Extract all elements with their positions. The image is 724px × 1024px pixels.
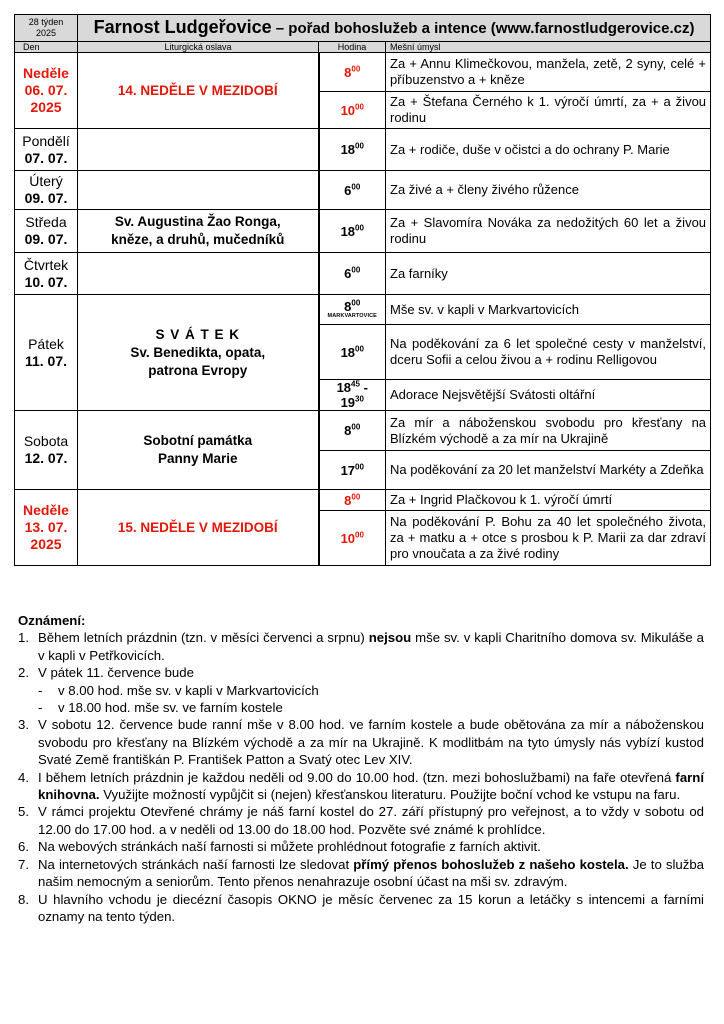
hour-cell: $10^{00}$ (319, 511, 386, 566)
day-date: 11. 07. (24, 352, 68, 369)
table-row (15, 295, 711, 325)
intent-cell: Mše sv. v kapli v Markvartovicích (386, 295, 711, 325)
day-name: Pondělí (22, 132, 70, 149)
day-cell-wed (15, 210, 78, 253)
header-row (15, 15, 711, 42)
intent-cell: Za mír a náboženskou svobodu pro křesťany na Blízkém východě a za mír na Ukrajině (386, 411, 711, 451)
column-header-row (15, 42, 711, 53)
announcements-list (18, 629, 704, 925)
liturgy-sat (78, 411, 319, 490)
liturgy-thu (78, 253, 319, 295)
day-name: Sobota (23, 433, 69, 449)
week-label: 28 týden (28, 17, 64, 27)
day-cell-sat (15, 411, 78, 490)
day-cell-fri (15, 295, 78, 411)
intent-cell: Za + Ingrid Plačkovou k 1. výročí úmrtí (386, 490, 711, 511)
day-name: Neděle (23, 65, 69, 81)
hour-cell: $8^{00}$ (319, 411, 386, 451)
schedule-sheet (14, 14, 710, 566)
day-date: 13. 07. (24, 519, 68, 535)
hour-cell: $18^{00}$ (319, 210, 386, 253)
sub-list-item: - v 18.00 hod. mše sv. ve farním kostele (38, 700, 283, 716)
day-cell-thu (15, 253, 78, 295)
day-name: Úterý (29, 173, 63, 189)
hour-cell: $8^{00}$ (319, 53, 386, 92)
week-year: 2025 (35, 28, 57, 38)
day-year: 2025 (30, 536, 62, 552)
table-row (15, 210, 711, 253)
list-item: 8. U hlavního vchodu je diecézní časopis OKNO je měsíc červenec za 15 korun a letáčky s intencemi a farními oznamy na tento týden. (18, 891, 704, 924)
list-item: 4. I během letních prázdnin je každou neděli od 9.00 do 10.00 hod. (tzn. mezi bohoslužbami) na faře otevřená farní knihovna. Využijte možností vypůjčit si (nejen) křesťanskou literaturu. Použijte boční vchod ke vstupu na faru. (18, 769, 704, 803)
day-date: 09. 07. (24, 190, 68, 206)
list-item: 7. Na internetových stránkách naší farnosti lze sledovat přímý přenos bohoslužeb z našeho kostela. Je to služba našim nemocným a seniorům. Tento přenos nenahrazuje osobní účast na mši sv. zdravým. (18, 856, 704, 890)
sub-list-item: - v 8.00 hod. mše sv. v kapli v Markvartovicích (38, 682, 319, 698)
day-name: Středa (25, 214, 67, 230)
liturgy-line: S V Á T E K (155, 326, 240, 342)
intent-cell: Na poděkování za 20 let manželství Markéty a Zdeňka (386, 451, 711, 490)
liturgy-line: patrona Evropy (148, 362, 248, 378)
list-item: 2. V pátek 11. července bude - v 8.00 hod. mše sv. v kapli v Markvartovicích - v 18.00 hod. mše sv. ve farním kostele (18, 664, 704, 716)
list-item: 1. Během letních prázdnin (tzn. v měsíci červenci a srpnu) nejsou mše sv. v kapli Charitního domova sv. Mikuláše a v kapli v Petřkovicích. (18, 630, 704, 663)
schedule-table (14, 14, 711, 566)
liturgy-sun1: 14. NEDĚLE V MEZIDOBÍ (78, 53, 319, 129)
week-cell (15, 15, 78, 42)
hour-cell: $8^{00}$ MARKVARTOVICE (319, 295, 386, 325)
intent-cell: Za + rodiče, duše v očistci a do ochrany P. Marie (386, 129, 711, 171)
day-cell-mon (15, 129, 78, 171)
intent-cell: Na poděkování P. Bohu za 40 let společného života, za + matku a + otce s prosbou k P. Marii za dar zdraví pro vnoučata a za živé rodiny (386, 511, 711, 566)
table-row (15, 490, 711, 511)
liturgy-line: kněze, a druhů, mučedníků (111, 232, 285, 247)
day-cell-tue (15, 171, 78, 210)
list-item: 6. Na webových stránkách naší farnosti si můžete prohlédnout fotografie z farních aktivit. (18, 839, 541, 855)
table-row (15, 53, 711, 92)
intent-cell: Za + Slavomíra Nováka za nedožitých 60 let a živou rodinu (386, 210, 711, 253)
day-date: 10. 07. (24, 273, 68, 290)
intent-cell: Za živé a + členy živého růžence (386, 171, 711, 210)
hour-cell: $18^{45} - 19^{30}$ (319, 380, 386, 411)
intent-cell: Za + Annu Klimečkovou, manžela, zetě, 2 syny, celé + příbuzenstvo a + kněze (386, 53, 711, 92)
day-cell-sun2 (15, 490, 78, 566)
liturgy-fri (78, 295, 319, 411)
liturgy-line: Panny Marie (157, 451, 238, 466)
hour-cell: $8^{00}$ (319, 490, 386, 511)
announcements-title: Oznámení: (18, 613, 86, 628)
table-row (15, 253, 711, 295)
list-item: 3. V sobotu 12. července bude ranní mše v 8.00 hod. ve farním kostele a bude obětována za mír a náboženskou svobodu pro křesťany na Blízkém východě a za mír na Ukrajině. K modlitbám na tyto úmysly nás vybízí kustod Svaté Země františkán P. František Patton a Svatý otec Lev XIV. (18, 717, 704, 768)
liturgy-tue (78, 171, 319, 210)
hour-cell: $10^{00}$ (319, 92, 386, 129)
intent-cell: Za + Štefana Černého k 1. výročí úmrtí, za + a živou rodinu (386, 92, 711, 129)
day-date: 09. 07. (24, 231, 68, 247)
location-label: MARKVARTOVICE (327, 312, 377, 319)
day-date: 06. 07. (24, 82, 68, 98)
liturgy-wed (78, 210, 319, 253)
hour-cell: $6^{00}$ (319, 171, 386, 210)
table-row (15, 411, 711, 451)
announcements (18, 612, 704, 925)
day-year: 2025 (30, 99, 62, 115)
hour-cell: $17^{00}$ (319, 451, 386, 490)
page-title (78, 15, 711, 42)
day-name: Pátek (28, 335, 64, 352)
liturgy-line: Sv. Benedikta, opata, (130, 344, 266, 360)
col-day: Den (15, 42, 78, 53)
table-row (15, 129, 711, 171)
col-intent: Mešní úmysl (386, 42, 711, 53)
intent-cell: Na poděkování za 6 let společné cesty v manželství, dceru Sofii a celou živou a + rodinu Relligovou (386, 325, 711, 380)
hour-cell: $18^{00}$ (319, 325, 386, 380)
hour-cell: $18^{00}$ (319, 129, 386, 171)
table-row (15, 171, 711, 210)
day-date: 12. 07. (24, 450, 68, 466)
day-cell-sun1 (15, 53, 78, 129)
page-subtitle: – pořad bohoslužeb a intence (www.farnostludgerovice.cz) (271, 20, 695, 37)
intent-cell: Za farníky (386, 253, 711, 295)
intent-cell: Adorace Nejsvětější Svátosti oltářní (386, 380, 711, 411)
day-date: 07. 07. (24, 149, 68, 166)
day-name: Neděle (23, 502, 69, 518)
parish-name: Farnost Ludgeřovice (93, 17, 272, 37)
col-hour: Hodina (319, 42, 386, 53)
liturgy-sun2: 15. NEDĚLE V MEZIDOBÍ (78, 490, 319, 566)
hour-cell: $6^{00}$ (319, 253, 386, 295)
col-liturgy: Liturgická oslava (78, 42, 319, 53)
liturgy-line: Sobotní památka (143, 433, 253, 448)
liturgy-line: Sv. Augustina Žao Ronga, (114, 214, 281, 229)
day-name: Čtvrtek (23, 256, 69, 273)
liturgy-mon (78, 129, 319, 171)
list-item: 5. V rámci projektu Otevřené chrámy je náš farní kostel do 27. září přístupný pro veřejnost, a to vždy v sobotu od 12.00 do 17.00 hod. a v neděli od 13.00 do 18.00 hod. Pozvěte své známé k prohlídce. (18, 804, 704, 837)
